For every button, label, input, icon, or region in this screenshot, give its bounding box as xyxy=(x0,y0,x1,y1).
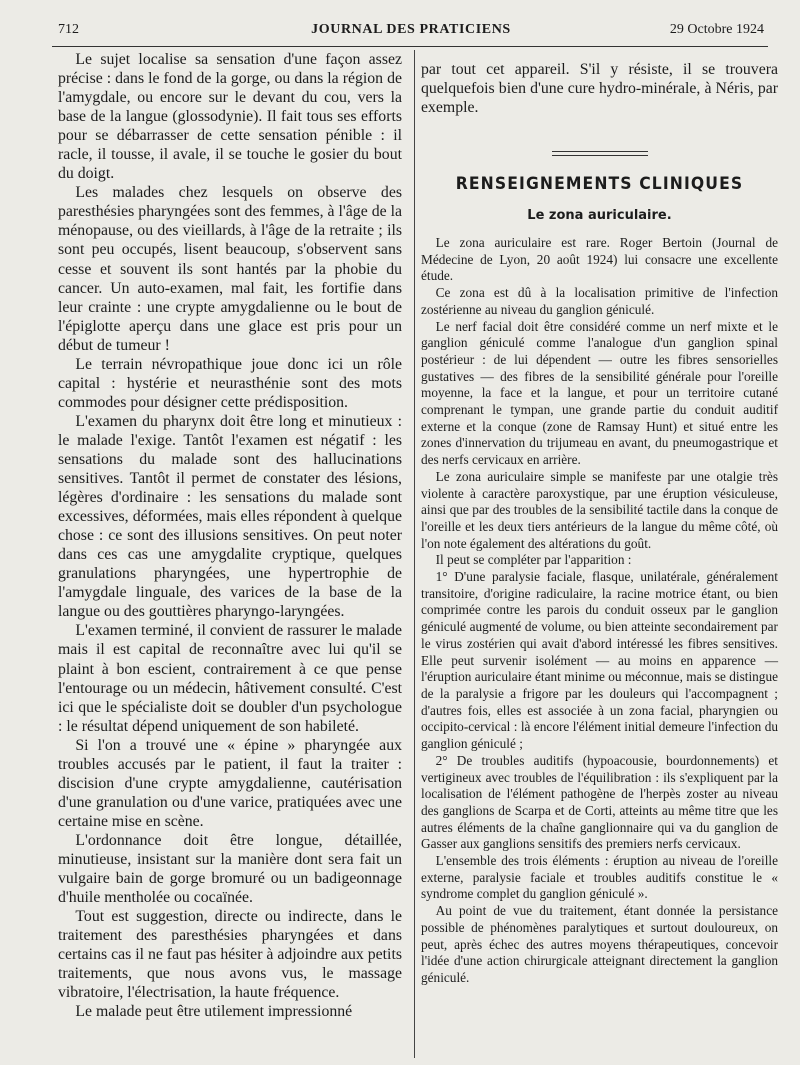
continued-paragraph: par tout cet appareil. S'il y résiste, il se trouvera quelquefois bien d'une cure hydro-minérale, à Néris, par exemple. xyxy=(421,61,778,116)
journal-title: JOURNAL DES PRATICIENS xyxy=(311,22,511,37)
paragraph: Le malade peut être utilement impressionné xyxy=(75,1003,353,1021)
article-title: Le zona auriculaire. xyxy=(527,208,672,223)
page-number: 712 xyxy=(58,22,79,37)
paragraph: Tout est suggestion, directe ou indirecte, dans le traitement des paresthésies pharyngées et dans certains cas il ne faut pas hésiter à adjoindre aux petits traitements, que nous avons vus, le massage vibratoire, l'électrisation, la haute fréquence. xyxy=(58,908,402,1002)
section-separator xyxy=(552,151,648,156)
header-rule xyxy=(52,46,768,47)
paragraph: Le terrain névropathique joue donc ici un rôle capital : hystérie et neurasthénie sont des mots commodes pour désigner cette prédisposition. xyxy=(58,355,402,411)
section-title: RENSEIGNEMENTS CLINIQUES xyxy=(455,174,744,194)
paragraph: Le nerf facial doit être considéré comme un nerf mixte et le ganglion géniculé comme l'analogue d'un ganglion spinal postérieur : de lui dépendent — outre les fibres sensorielles gustatives — des fibres de la sensibilité générale pour l'oreille moyenne, la face et la langue, et pour un territoire cutané comprenant le tympan, une grande partie du conduit auditif externe et la conque (zone de Ramsay Hunt) et situé entre les zones d'innervation du trijumeau en avant, du pneumogastrique et des nerfs cervicaux en arrière. xyxy=(421,318,778,468)
article-body xyxy=(421,235,778,987)
paragraph: 1° D'une paralysie faciale, flasque, unilatérale, généralement transitoire, d'origine radiculaire, la racine motrice étant, ou bien comprimée contre les parois du conduit osseux par le ganglion géniculé augmenté de volume, ou bien atteinte secondairement par le virus zostérien qui avait d'abord intéressé les fibres sensitives. Elle peut survenir isolément — au moins en apparence — l'éruption auriculaire étant minime ou méconnue, mais se distingue de la paralysie a frigore par les douleurs qui l'accompagnent ; d'autres fois, elles est associée à un zona facial, pharyngien ou occipito-cervical : là encore l'élément initial demeure l'infection du ganglion géniculé ; xyxy=(421,569,778,752)
issue-date: 29 Octobre 1924 xyxy=(669,22,764,37)
paragraph: Le sujet localise sa sensation d'une façon assez précise : dans le fond de la gorge, ou dans la région de l'amygdale, ou encore sur le devant du cou, vers la base de la langue (glossodynie). Il fait tous ses efforts pour se débarrasser de cette sensation pénible : il racle, il tousse, il avale, il se touche le gosier du bout du doigt. xyxy=(58,51,402,183)
paragraph: Si l'on a trouvé une « épine » pharyngée aux troubles accusés par le patient, il faut la traiter : discision d'une crypte amygdalienne, cautérisation d'une granulation ou d'une varice, pratiquées avec une certaine mise en scène. xyxy=(58,736,402,830)
paragraph: Il peut se compléter par l'apparition : xyxy=(435,552,632,568)
paragraph: Ce zona est dû à la localisation primitive de l'infection zostérienne au niveau du ganglion géniculé. xyxy=(421,285,778,317)
left-column xyxy=(58,50,402,1021)
paragraph: Le zona auriculaire simple se manifeste par une otalgie très violente à caractère paroxystique, par une éruption vésiculeuse, ainsi que par des troubles de la sensibilité tactile dans la conque de l'oreille et les deux tiers antérieurs de la langue du même côté, où l'on note également des altérations du goût. xyxy=(421,468,778,551)
paragraph: 2° De troubles auditifs (hypoacousie, bourdonnements) et vertigineux avec troubles de l'équilibration : ils s'expliquent par la localisation de l'élément pathogène de l'herpès zoster au niveau des ganglions de Scarpa et de Corti, atteints au même titre que les autres éléments de la chaîne ganglionnaire qui va du ganglion de Gasser aux ganglions sensitifs des premiers nerfs cervicaux. xyxy=(421,752,778,852)
paragraph: Le zona auriculaire est rare. Roger Bertoin (Journal de Médecine de Lyon, 20 août 1924) lui consacre une excellente étude. xyxy=(421,235,778,284)
paragraph: L'examen du pharynx doit être long et minutieux : le malade l'exige. Tantôt l'examen est négatif : les sensations du malade sont des hallucinations sensitives. Tantôt il permet de constater des lésions, légères d'ordinaire : les sensations du malade sont excessives, déformées, mais elles répondent à quelque chose : ce sont des illusions sensitives. On peut noter dans ces cas une amygdalite cryptique, quelques granulations pharyngées, une hypertrophie de l'amygdale linguale, des varices de la base de la langue ou des gouttières pharyngo-laryngées. xyxy=(58,412,402,621)
column-divider xyxy=(414,50,415,1058)
paragraph: L'examen terminé, il convient de rassurer le malade mais il est capital de reconnaître avec lui qu'il se plaint à bon escient, contrairement à ce que pense l'entourage ou un médecin, hâtivement consulté. C'est ici que le spécialiste doit se doubler d'un psychologue : le résultat dépend uniquement de son habileté. xyxy=(58,622,402,735)
paragraph: Au point de vue du traitement, étant donnée la persistance possible de phénomènes paralytiques et surtout douloureux, on peut, après échec des autres moyens thérapeutiques, concevoir l'idée d'une action chirurgicale atteignant directement la ganglion géniculé. xyxy=(421,903,778,985)
paragraph: L'ordonnance doit être longue, détaillée, minutieuse, insistant sur la manière dont sera fait un vulgaire bain de gorge bromuré ou un badigeonnage d'huile mentholée ou cocaïnée. xyxy=(58,831,402,907)
paragraph: L'ensemble des trois éléments : éruption au niveau de l'oreille externe, paralysie faciale et troubles auditifs constitue le « syndrome complet du ganglion géniculé ». xyxy=(421,853,778,902)
right-column xyxy=(421,60,778,987)
paragraph: Les malades chez lesquels on observe des paresthésies pharyngées sont des femmes, à l'âge de la ménopause, ou des vieillards, à l'âge de la retraite ; ils sont peu occupés, lisent beaucoup, s'observent sans cesse et souvent ils sont hantés par la phobie du cancer. Un auto-examen, mal fait, les fortifie dans leur crainte : une crypte amygdalienne ou le bout de l'épiglotte aperçu dans une glace est pris pour un début de tumeur ! xyxy=(58,184,402,354)
page-header xyxy=(58,22,764,44)
